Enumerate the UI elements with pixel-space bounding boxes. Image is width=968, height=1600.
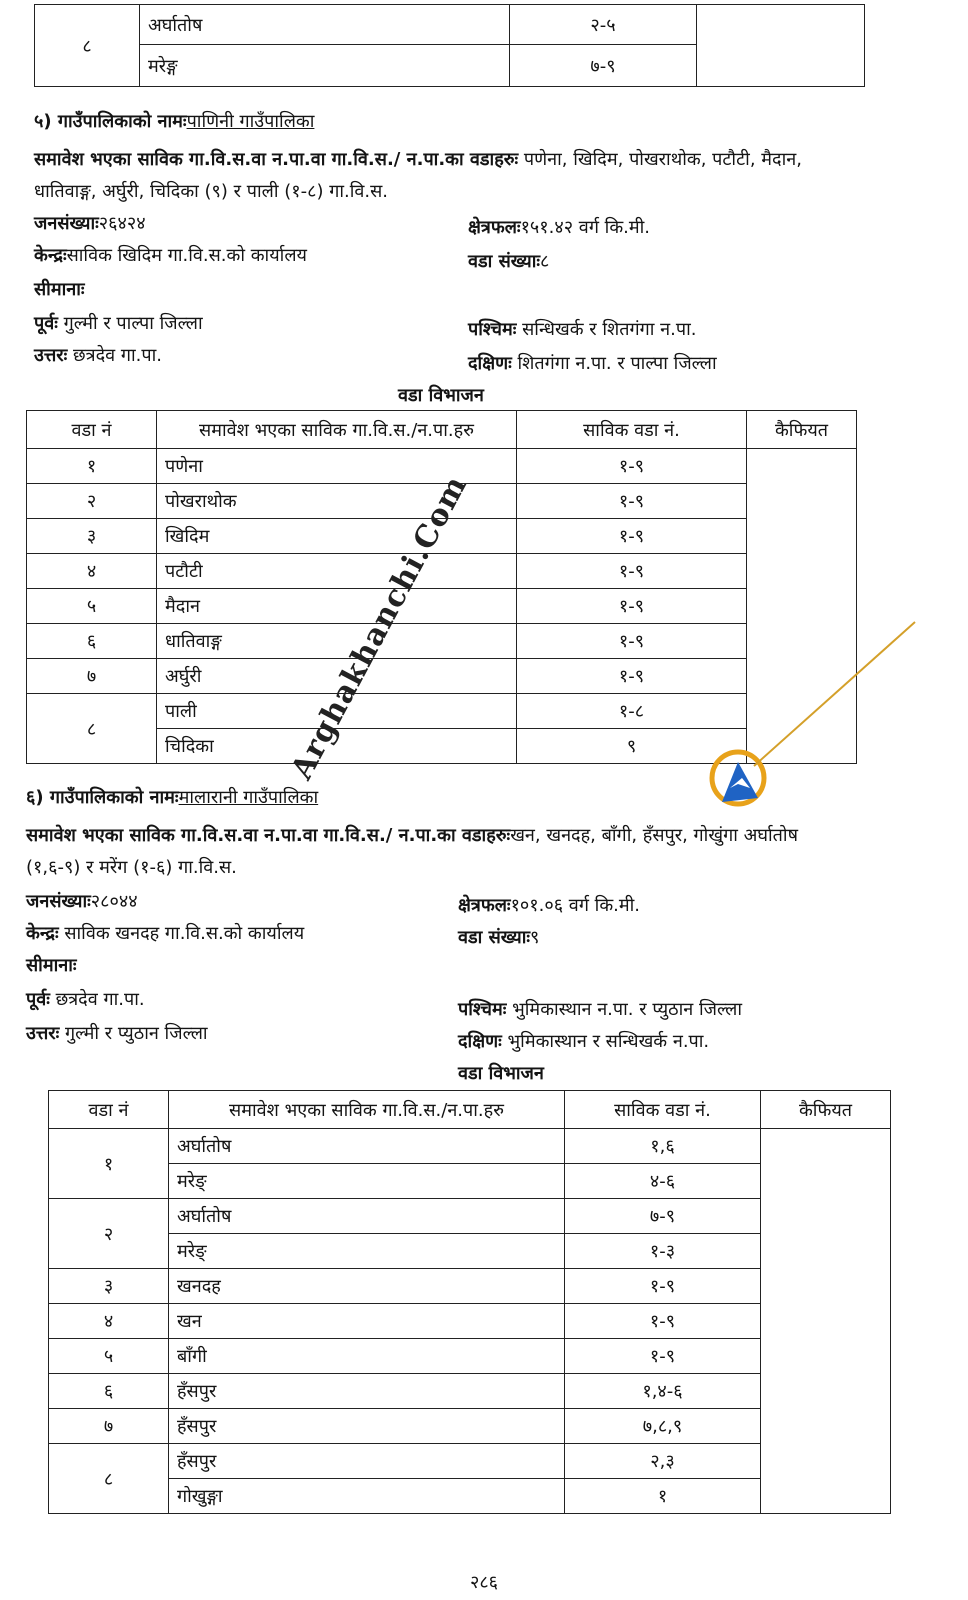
west-value: भुमिकास्थान न.पा. र प्युठान जिल्ला xyxy=(512,999,743,1020)
s5-merged xyxy=(34,144,802,176)
s5-merged-line2: धातिवाङ्ग, अर्घुरी, चिदिका (९) र पाली (१-८) गा.वि.स. xyxy=(34,181,389,202)
ward-count-label: वडा संख्याः xyxy=(458,927,531,948)
ward-number-cell: १ xyxy=(49,1129,169,1199)
s5-municipality-name: पाणिनी गाउँपालिका xyxy=(186,111,315,132)
old-ward-cell: १-३ xyxy=(565,1234,761,1269)
table-row xyxy=(27,589,857,624)
header-remarks: कैफियत xyxy=(761,1091,891,1129)
old-ward-cell: १-९ xyxy=(517,484,747,519)
s5-south xyxy=(468,348,717,380)
s5-heading-label: ५) गाउँपालिकाको नामः xyxy=(34,111,187,132)
table-header-row xyxy=(27,411,857,449)
area-label: क्षेत्रफलः xyxy=(458,895,511,916)
top-ward-table xyxy=(34,4,865,87)
vdc-cell: गोखुङ्गा xyxy=(169,1479,565,1514)
old-ward-cell: ७-९ xyxy=(510,45,697,87)
header-ward-no: वडा नं xyxy=(49,1091,169,1129)
vdc-cell: हँसपुर xyxy=(169,1409,565,1444)
ward-number-cell: ८ xyxy=(27,694,157,764)
vdc-cell: खन xyxy=(169,1304,565,1339)
s6-area xyxy=(458,890,640,922)
s5-east xyxy=(34,308,203,340)
s6-west xyxy=(458,994,742,1026)
s5-boundary-label: सीमानाः xyxy=(34,279,85,300)
watermark-text: Arghakhanchi.Com xyxy=(284,469,475,786)
ward-number-cell: ६ xyxy=(49,1374,169,1409)
vdc-cell: मैदान xyxy=(157,589,517,624)
header-vdc: समावेश भएका साविक गा.वि.स./न.पा.हरु xyxy=(157,411,517,449)
s6-north xyxy=(26,1018,208,1050)
s5-west xyxy=(468,314,696,346)
ward-number-cell: ३ xyxy=(27,519,157,554)
old-ward-cell: १,४-६ xyxy=(565,1374,761,1409)
table-header-row xyxy=(49,1091,891,1129)
vdc-cell: मरेङ् xyxy=(169,1164,565,1199)
old-ward-cell: ४-६ xyxy=(565,1164,761,1199)
s6-ward-count xyxy=(458,922,539,954)
header-ward-no: वडा नं xyxy=(27,411,157,449)
table-row xyxy=(27,659,857,694)
old-ward-cell: १-८ xyxy=(517,694,747,729)
ward-number-cell: ६ xyxy=(27,624,157,659)
vdc-cell: पाली xyxy=(157,694,517,729)
old-ward-cell: १-९ xyxy=(565,1339,761,1374)
header-remarks: कैफियत xyxy=(747,411,857,449)
s6-east xyxy=(26,984,145,1016)
north-label: उत्तरः xyxy=(34,345,68,366)
ward-number-cell: ४ xyxy=(27,554,157,589)
s6-municipality-name: मालारानी गाउँपालिका xyxy=(178,787,319,808)
header-vdc: समावेश भएका साविक गा.वि.स./न.पा.हरु xyxy=(169,1091,565,1129)
s6-merged-label: समावेश भएका साविक गा.वि.स.वा न.पा.वा गा.वि.स./ न.पा.का वडाहरुः xyxy=(26,825,511,846)
table-row xyxy=(27,624,857,659)
population-label: जनसंख्याः xyxy=(26,891,91,912)
vdc-cell: धातिवाङ्ग xyxy=(157,624,517,659)
vdc-cell: चिदिका xyxy=(157,729,517,764)
s5-ward-count xyxy=(468,246,549,278)
vdc-cell: मरेङ्ग xyxy=(140,45,510,87)
north-value: छत्रदेव गा.पा. xyxy=(73,345,163,366)
vdc-cell: अर्घुरी xyxy=(157,659,517,694)
old-ward-cell: १-९ xyxy=(565,1269,761,1304)
s5-north xyxy=(34,340,162,372)
s6-heading xyxy=(26,782,318,814)
s5-merged-label: समावेश भएका साविक गा.वि.स.वा न.पा.वा गा.वि.स./ न.पा.का वडाहरुः xyxy=(34,149,519,170)
center-value: साविक खिदिम गा.वि.स.को कार्यालय xyxy=(66,245,307,266)
ward-count-label: वडा संख्याः xyxy=(468,251,541,272)
vdc-cell: खनदह xyxy=(169,1269,565,1304)
east-value: छत्रदेव गा.पा. xyxy=(55,989,145,1010)
ward-number-cell: १ xyxy=(27,449,157,484)
old-ward-cell: १-९ xyxy=(517,624,747,659)
vdc-cell: पणेना xyxy=(157,449,517,484)
area-label: क्षेत्रफलः xyxy=(468,217,521,238)
ward-number-cell: ८ xyxy=(49,1444,169,1514)
s5-area xyxy=(468,212,650,244)
population-label: जनसंख्याः xyxy=(34,213,99,234)
ward-number-cell: ८ xyxy=(35,5,140,87)
old-ward-cell: १ xyxy=(565,1479,761,1514)
ward-number-cell: ७ xyxy=(27,659,157,694)
s6-merged-line2: (१,६-९) र मरेंग (१-६) गा.वि.स. xyxy=(26,857,237,878)
s6-merged-list-line1: खन, खनदह, बाँगी, हँसपुर, गोखुंगा अर्घातोष xyxy=(510,825,798,846)
old-ward-cell: १-९ xyxy=(517,589,747,624)
ward-number-cell: ७ xyxy=(49,1409,169,1444)
south-value: शितगंगा न.पा. र पाल्पा जिल्ला xyxy=(517,353,717,374)
s6-ward-table xyxy=(48,1090,891,1514)
s6-merged xyxy=(26,820,798,852)
east-label: पूर्वः xyxy=(34,313,58,334)
ward-number-cell: २ xyxy=(49,1199,169,1269)
old-ward-cell: १-९ xyxy=(565,1304,761,1339)
west-label: पश्चिमः xyxy=(468,319,517,340)
s6-population xyxy=(26,886,138,918)
population-value: २६४२४ xyxy=(98,213,146,234)
s6-south xyxy=(458,1026,709,1058)
vdc-cell: पोखराथोक xyxy=(157,484,517,519)
center-label: केन्द्रः xyxy=(26,923,59,944)
ward-number-cell: ३ xyxy=(49,1269,169,1304)
vdc-cell: खिदिम xyxy=(157,519,517,554)
south-label: दक्षिणः xyxy=(458,1031,502,1052)
old-ward-cell: ९ xyxy=(517,729,747,764)
vdc-cell: अर्घातोष xyxy=(169,1199,565,1234)
s6-heading-label: ६) गाउँपालिकाको नामः xyxy=(26,787,179,808)
remarks-cell xyxy=(697,5,865,87)
old-ward-cell: २,३ xyxy=(565,1444,761,1479)
header-old-ward: साविक वडा नं. xyxy=(565,1091,761,1129)
old-ward-cell: १-९ xyxy=(517,519,747,554)
old-ward-cell: ७,८,९ xyxy=(565,1409,761,1444)
s5-table-title: वडा विभाजन xyxy=(398,385,484,406)
south-label: दक्षिणः xyxy=(468,353,512,374)
s5-merged-list-line1: पणेना, खिदिम, पोखराथोक, पटौटी, मैदान, xyxy=(523,149,802,170)
south-value: भुमिकास्थान र सन्धिखर्क न.पा. xyxy=(507,1031,710,1052)
center-label: केन्द्रः xyxy=(34,245,67,266)
east-value: गुल्मी र पाल्पा जिल्ला xyxy=(63,313,203,334)
vdc-cell: पटौटी xyxy=(157,554,517,589)
s5-center xyxy=(34,240,307,272)
old-ward-cell: १-९ xyxy=(517,449,747,484)
north-label: उत्तरः xyxy=(26,1023,60,1044)
s6-center xyxy=(26,918,304,950)
vdc-cell: अर्घातोष xyxy=(140,5,510,45)
s5-heading xyxy=(34,106,314,138)
ward-number-cell: २ xyxy=(27,484,157,519)
old-ward-cell: ७-९ xyxy=(565,1199,761,1234)
ward-number-cell: ५ xyxy=(49,1339,169,1374)
page-number: २८६ xyxy=(469,1572,499,1593)
ward-number-cell: ४ xyxy=(49,1304,169,1339)
vdc-cell: बाँगी xyxy=(169,1339,565,1374)
ward-count-value: ९ xyxy=(530,927,540,948)
s5-population xyxy=(34,208,146,240)
old-ward-cell: २-५ xyxy=(510,5,697,45)
vdc-cell: हँसपुर xyxy=(169,1444,565,1479)
s5-ward-table xyxy=(26,410,857,764)
vdc-cell: मरेङ् xyxy=(169,1234,565,1269)
ward-number-cell: ५ xyxy=(27,589,157,624)
table-row xyxy=(27,554,857,589)
s6-boundary-label: सीमानाः xyxy=(26,955,77,976)
west-value: सन्धिखर्क र शितगंगा न.पा. xyxy=(522,319,697,340)
table-row xyxy=(49,1129,891,1164)
old-ward-cell: १-९ xyxy=(517,659,747,694)
s6-table-title: वडा विभाजन xyxy=(458,1063,544,1084)
north-value: गुल्मी र प्युठान जिल्ला xyxy=(65,1023,208,1044)
vdc-cell: हँसपुर xyxy=(169,1374,565,1409)
east-label: पूर्वः xyxy=(26,989,50,1010)
center-value: साविक खनदह गा.वि.स.को कार्यालय xyxy=(64,923,305,944)
stamp-line-icon xyxy=(750,620,920,770)
west-label: पश्चिमः xyxy=(458,999,507,1020)
population-value: २८०४४ xyxy=(90,891,138,912)
table-row xyxy=(27,694,857,729)
old-ward-cell: १-९ xyxy=(517,554,747,589)
remarks-cell xyxy=(761,1129,891,1514)
ward-count-value: ८ xyxy=(540,251,550,272)
header-old-ward: साविक वडा नं. xyxy=(517,411,747,449)
vdc-cell: अर्घातोष xyxy=(169,1129,565,1164)
area-value: १५१.४२ वर्ग कि.मी. xyxy=(520,217,651,238)
area-value: १०१.०६ वर्ग कि.मी. xyxy=(510,895,641,916)
old-ward-cell: १,६ xyxy=(565,1129,761,1164)
